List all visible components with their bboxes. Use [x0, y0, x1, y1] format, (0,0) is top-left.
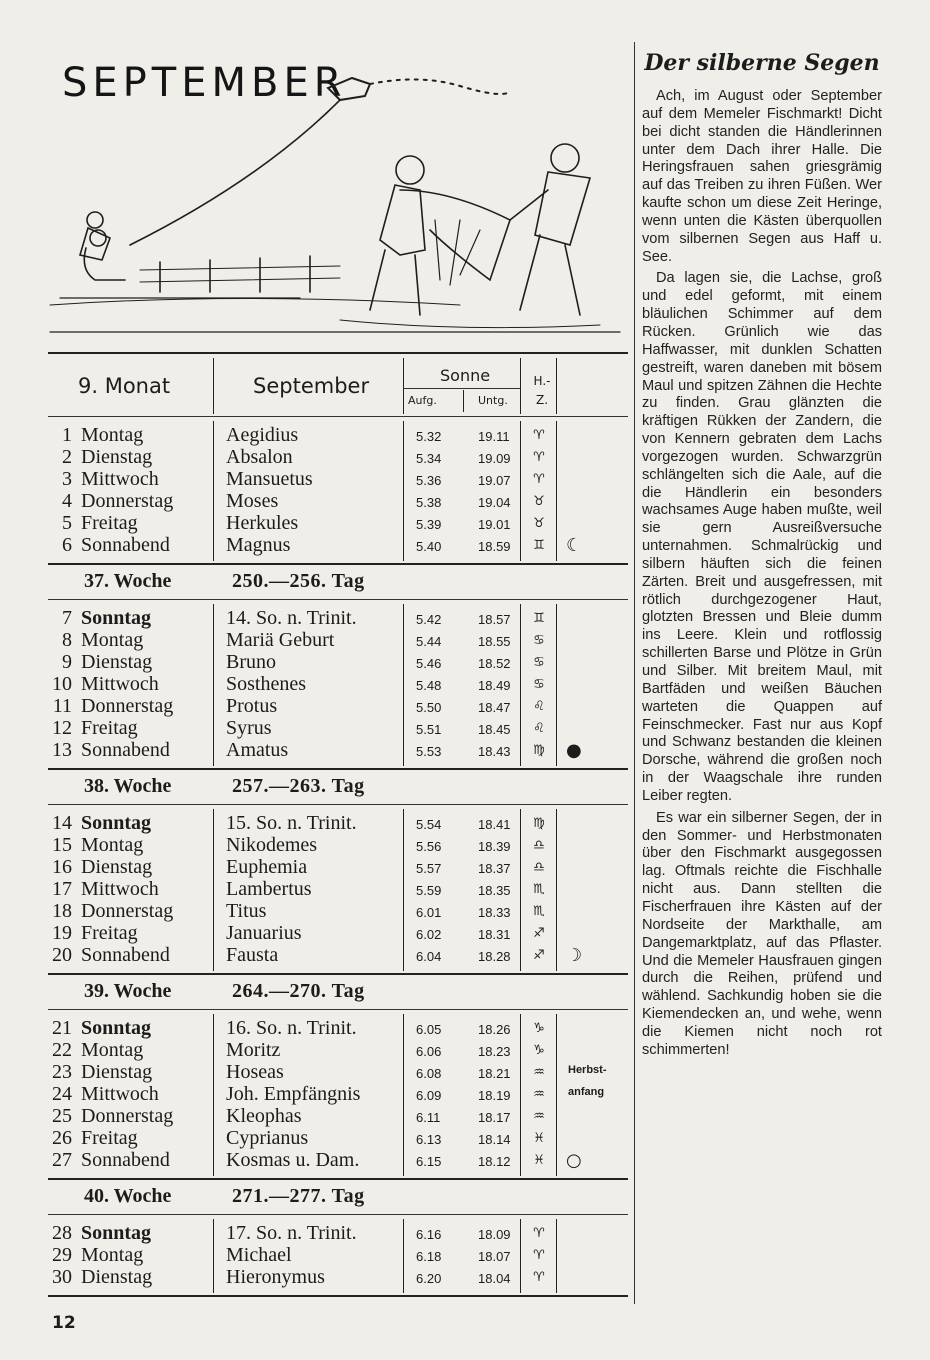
column-rule	[213, 604, 214, 766]
zodiac-sign-icon: ♍	[533, 743, 545, 758]
sunset-time: 18.26	[478, 1022, 511, 1037]
sunset-time: 18.55	[478, 634, 511, 649]
week-header	[48, 1180, 628, 1214]
sunrise-time: 5.44	[416, 634, 442, 649]
sunset-time: 18.47	[478, 700, 511, 715]
zodiac-sign-icon: ♈	[533, 1226, 545, 1241]
weekday: Dienstag	[81, 1061, 153, 1083]
weekday: Donnerstag	[81, 1105, 174, 1127]
month-number-header: 9. Monat	[78, 374, 171, 398]
zodiac-sign-icon: ♈	[533, 428, 545, 443]
day-number: 15	[52, 834, 72, 856]
zodiac-sign-icon: ♐	[533, 926, 545, 941]
column-rule	[520, 604, 521, 766]
week-day-range: 264.—270. Tag	[232, 980, 365, 1002]
day-row	[48, 1245, 628, 1267]
zodiac-sign-icon: ♑	[533, 1021, 545, 1036]
saint-name: Joh. Empfängnis	[226, 1083, 361, 1105]
moon-phase-icon: ●	[566, 740, 582, 761]
zodiac-sign-icon: ♈	[533, 472, 545, 487]
saint-name: Bruno	[226, 651, 276, 673]
day-number: 23	[52, 1061, 72, 1083]
sunset-time: 19.11	[478, 429, 510, 444]
sunrise-time: 5.54	[416, 817, 442, 832]
weekday: Sonntag	[81, 1222, 152, 1244]
column-rule	[520, 1014, 521, 1176]
weekday: Freitag	[81, 717, 138, 739]
sunset-time: 18.52	[478, 656, 511, 671]
day-number: 11	[52, 695, 72, 717]
saint-name: Moritz	[226, 1039, 281, 1061]
zodiac-sign-icon: ♌	[533, 699, 545, 714]
article-paragraph: Ach, im August oder September auf dem Memeler Fischmarkt! Dicht bei dicht standen die Händlerinnen unter dem Dach ihrer Halle. Die Heringsfrauen sahen griesgrämig auf das Treiben zu ihren Füßen. Wer kaufte schon um diese Zeit Heringe, wenn unten die Kästen überquollen vom silbernen Segen aus Haff u. See.	[642, 88, 882, 265]
saint-name: Mariä Geburt	[226, 629, 335, 651]
sunrise-time: 6.09	[416, 1088, 442, 1103]
day-row	[48, 1150, 628, 1172]
column-rule	[556, 1014, 557, 1176]
sunset-time: 18.09	[478, 1227, 511, 1242]
sunrise-time: 5.32	[416, 429, 442, 444]
day-number: 24	[52, 1083, 72, 1105]
sunrise-time: 5.34	[416, 451, 442, 466]
sunrise-time: 6.11	[416, 1110, 441, 1125]
day-number: 27	[52, 1149, 72, 1171]
sunrise-time: 6.02	[416, 927, 442, 942]
weekday: Sonnabend	[81, 534, 170, 556]
day-row	[48, 447, 628, 469]
zodiac-sign-icon: ♋	[533, 677, 545, 692]
day-row	[48, 1062, 628, 1084]
weeks-container	[48, 417, 628, 1297]
column-rule	[213, 421, 214, 561]
weekday: Donnerstag	[81, 695, 174, 717]
sunset-time: 19.04	[478, 495, 511, 510]
sunrise-time: 5.46	[416, 656, 442, 671]
month-name-header: September	[253, 374, 370, 398]
day-number: 20	[52, 944, 72, 966]
day-row	[48, 1040, 628, 1062]
week-day-range: 257.—263. Tag	[232, 775, 365, 797]
week-number: 37. Woche	[84, 570, 172, 592]
day-row	[48, 1018, 628, 1040]
week-block	[48, 600, 628, 768]
article	[642, 50, 882, 1060]
weekday: Sonntag	[81, 607, 152, 629]
saint-name: Fausta	[226, 944, 279, 966]
weekday: Montag	[81, 629, 144, 651]
week-day-range: 250.—256. Tag	[232, 570, 365, 592]
day-number: 25	[52, 1105, 72, 1127]
sunrise-time: 5.57	[416, 861, 442, 876]
weekday: Sonntag	[81, 1017, 152, 1039]
saint-name: Protus	[226, 695, 278, 717]
weekday: Sonnabend	[81, 1149, 170, 1171]
zodiac-sign-icon: ♊	[533, 611, 545, 626]
header-divider	[463, 390, 464, 412]
saint-name: Kosmas u. Dam.	[226, 1149, 360, 1171]
sunset-time: 18.35	[478, 883, 511, 898]
moon-phase-icon: ☽	[566, 945, 583, 966]
saint-name: Magnus	[226, 534, 291, 556]
week-number: 38. Woche	[84, 775, 172, 797]
day-number: 1	[62, 424, 72, 446]
zodiac-sign-icon: ♓	[533, 1153, 545, 1168]
header-divider	[403, 388, 520, 389]
day-number: 9	[62, 651, 72, 673]
sunset-time: 19.01	[478, 517, 511, 532]
week-header	[48, 565, 628, 599]
week-block	[48, 1215, 628, 1295]
header-divider	[520, 358, 521, 414]
sunrise-time: 6.01	[416, 905, 442, 920]
weekday: Sonnabend	[81, 944, 170, 966]
weekday: Dienstag	[81, 1266, 153, 1288]
week-day-range: 271.—277. Tag	[232, 1185, 365, 1207]
column-rule	[403, 809, 404, 971]
block-rule	[48, 1295, 628, 1297]
saint-name: 16. So. n. Trinit.	[226, 1017, 357, 1039]
sunrise-time: 5.50	[416, 700, 442, 715]
saint-name: Michael	[226, 1244, 292, 1266]
column-rule	[213, 1014, 214, 1176]
saint-name: 14. So. n. Trinit.	[226, 607, 357, 629]
day-row	[48, 718, 628, 740]
weekday: Montag	[81, 424, 144, 446]
day-number: 8	[62, 629, 72, 651]
day-row	[48, 1128, 628, 1150]
day-number: 30	[52, 1266, 72, 1288]
sunset-time: 19.09	[478, 451, 511, 466]
day-number: 13	[52, 739, 72, 761]
day-row	[48, 835, 628, 857]
zodiac-sign-icon: ♋	[533, 633, 545, 648]
day-row	[48, 1106, 628, 1128]
column-rule	[556, 809, 557, 971]
saint-name: Amatus	[226, 739, 289, 761]
day-row	[48, 535, 628, 557]
article-title: Der silberne Segen	[644, 50, 880, 76]
sunset-header: Untg.	[478, 394, 508, 407]
column-rule	[556, 421, 557, 561]
day-row	[48, 425, 628, 447]
day-number: 26	[52, 1127, 72, 1149]
day-number: 16	[52, 856, 72, 878]
weekday: Donnerstag	[81, 900, 174, 922]
saint-name: Kleophas	[226, 1105, 302, 1127]
zodiac-header: H.- Z.	[533, 374, 551, 407]
sunset-time: 18.28	[478, 949, 511, 964]
zodiac-sign-icon: ♏	[533, 904, 545, 919]
saint-name: Absalon	[226, 446, 293, 468]
saint-name: Hoseas	[226, 1061, 284, 1083]
column-rule	[520, 1219, 521, 1293]
weekday: Mittwoch	[81, 468, 159, 490]
day-row	[48, 1223, 628, 1245]
saint-name: Lambertus	[226, 878, 312, 900]
weekday: Dienstag	[81, 856, 153, 878]
sunrise-header: Aufg.	[408, 394, 437, 407]
zodiac-sign-icon: ♐	[533, 948, 545, 963]
weekday: Mittwoch	[81, 673, 159, 695]
sunrise-time: 5.36	[416, 473, 442, 488]
sunset-time: 18.14	[478, 1132, 511, 1147]
day-row	[48, 879, 628, 901]
saint-name: Cyprianus	[226, 1127, 309, 1149]
day-row	[48, 813, 628, 835]
zodiac-sign-icon: ♒	[533, 1065, 545, 1080]
sunset-time: 18.45	[478, 722, 511, 737]
day-number: 17	[52, 878, 72, 900]
day-number: 21	[52, 1017, 72, 1039]
weekday: Dienstag	[81, 651, 153, 673]
header-divider	[556, 358, 557, 414]
saint-name: Mansuetus	[226, 468, 313, 490]
zodiac-sign-icon: ♉	[533, 516, 545, 531]
day-row	[48, 491, 628, 513]
column-rule	[403, 421, 404, 561]
weekday: Freitag	[81, 922, 138, 944]
day-row	[48, 469, 628, 491]
article-paragraph: Es war ein silberner Segen, der in den Sommer- und Herbstmonaten über den Fischmarkt ausgegossen lag. Oftmals reichte die Fischhalle nicht aus. Dann stellten die Fischerfrauen ihre Kästen auf der Nordseite der Markthalle, am Dangemarktplatz, auf das Pflaster. Und die Memeler Hausfrauen gingen durch die Reihen, prüfend und wählend. Sachkundig hoben sie die Kiemendecken an, und wehe, wenn die Kiemen nicht noch rot schimmerten!	[642, 809, 882, 1058]
day-row	[48, 630, 628, 652]
sunset-time: 18.49	[478, 678, 511, 693]
zodiac-sign-icon: ♈	[533, 450, 545, 465]
day-row	[48, 1084, 628, 1106]
day-row	[48, 652, 628, 674]
day-number: 2	[62, 446, 72, 468]
day-number: 12	[52, 717, 72, 739]
sunset-time: 18.07	[478, 1249, 511, 1264]
sunrise-time: 5.56	[416, 839, 442, 854]
zodiac-sign-icon: ♑	[533, 1043, 545, 1058]
day-number: 3	[62, 468, 72, 490]
weekday: Sonntag	[81, 812, 152, 834]
weekday: Freitag	[81, 1127, 138, 1149]
sunrise-time: 6.16	[416, 1227, 442, 1242]
sunrise-time: 5.48	[416, 678, 442, 693]
table-header	[48, 354, 628, 416]
saint-name: Titus	[226, 900, 267, 922]
kite-flying-illustration	[40, 70, 630, 350]
weekday: Mittwoch	[81, 1083, 159, 1105]
column-rule	[403, 1219, 404, 1293]
day-number: 6	[62, 534, 72, 556]
day-number: 5	[62, 512, 72, 534]
day-number: 29	[52, 1244, 72, 1266]
day-row	[48, 857, 628, 879]
saint-name: Hieronymus	[226, 1266, 325, 1288]
day-number: 18	[52, 900, 72, 922]
saint-name: Sosthenes	[226, 673, 306, 695]
day-number: 4	[62, 490, 72, 512]
zodiac-sign-icon: ♋	[533, 655, 545, 670]
saint-name: Nikodemes	[226, 834, 318, 856]
sunset-time: 18.12	[478, 1154, 511, 1169]
article-paragraph: Da lagen sie, die Lachse, groß und edel geformt, mit einem bläulichen Schimmer auf dem Rücken. Grünlich wie das Haffwasser, mit dunklen Schatten gestreift, waren daneben mit bösem Maul und spitzen Zähnen die Hechte zu finden. Grau glänzten die kräftigen Rükken der Zandern, die von Kennern gebraten dem Lachs vorgezogen wurden. Schwarzgrün schlängelten sich die Aale, auf die die Händlerin ein besonders wachsames Auge haben mußte, weil sie gern Ausreißversuche unternahmen. Schmalrückig und silbern häuften sich die feinen Zärten. Breit und ausgefressen, mit rötlich durchgezogener Haut, glotzten Bressen und Bleie dumm ins Leere. Klein und rotflossig schillerten Barse und Plötze in Grün und Silber. Mit breitem Maul, mit Bartfäden und weißen Bäuchen warteten die Quappen auf Feinschmecker. Fast nur aus Kopf und Schwanz bestanden die kleinen Dorsche, während die großen noch in der Waagschale ihre runden Leiber regten.	[642, 270, 882, 804]
week-header	[48, 770, 628, 804]
day-number: 28	[52, 1222, 72, 1244]
sunset-time: 18.21	[478, 1066, 511, 1081]
zodiac-sign-icon: ♉	[533, 494, 545, 509]
day-row	[48, 901, 628, 923]
saint-name: Herkules	[226, 512, 299, 534]
sun-header: Sonne	[440, 366, 491, 385]
day-number: 10	[52, 673, 72, 695]
sunset-time: 18.59	[478, 539, 511, 554]
month-title: SEPTEMBER	[62, 60, 347, 106]
day-row	[48, 513, 628, 535]
zodiac-sign-icon: ♌	[533, 721, 545, 736]
column-divider	[634, 42, 635, 1304]
sunrise-time: 5.39	[416, 517, 442, 532]
sunset-time: 18.31	[478, 927, 511, 942]
weekday: Mittwoch	[81, 878, 159, 900]
weekday: Montag	[81, 834, 144, 856]
week-header	[48, 975, 628, 1009]
sunrise-time: 6.05	[416, 1022, 442, 1037]
weekday: Montag	[81, 1244, 144, 1266]
sunset-time: 18.04	[478, 1271, 511, 1286]
day-row	[48, 1267, 628, 1289]
moon-phase-icon: ☾	[566, 535, 583, 556]
sunrise-time: 6.15	[416, 1154, 442, 1169]
zodiac-sign-icon: ♒	[533, 1109, 545, 1124]
day-row	[48, 696, 628, 718]
header-divider	[213, 358, 214, 414]
day-number: 7	[62, 607, 72, 629]
day-number: 19	[52, 922, 72, 944]
sunrise-time: 6.04	[416, 949, 442, 964]
calendar-table	[48, 352, 628, 1297]
sunrise-time: 5.51	[416, 722, 442, 737]
week-number: 40. Woche	[84, 1185, 172, 1207]
sunset-time: 18.19	[478, 1088, 511, 1103]
sunrise-time: 6.08	[416, 1066, 442, 1081]
day-row	[48, 608, 628, 630]
column-rule	[520, 421, 521, 561]
sunset-time: 18.39	[478, 839, 511, 854]
day-number: 14	[52, 812, 72, 834]
sunset-time: 18.33	[478, 905, 511, 920]
sunrise-time: 6.20	[416, 1271, 442, 1286]
season-note: anfang	[568, 1086, 605, 1098]
zodiac-sign-icon: ♎	[533, 860, 545, 875]
page-number: 12	[52, 1313, 76, 1333]
sunrise-time: 5.53	[416, 744, 442, 759]
saint-name: Moses	[226, 490, 279, 512]
saint-name: Euphemia	[226, 856, 308, 878]
sunset-time: 19.07	[478, 473, 511, 488]
zodiac-sign-icon: ♏	[533, 882, 545, 897]
weekday: Donnerstag	[81, 490, 174, 512]
sunrise-time: 6.06	[416, 1044, 442, 1059]
season-note: Herbst-	[568, 1064, 607, 1076]
zodiac-sign-icon: ♍	[533, 816, 545, 831]
column-rule	[213, 809, 214, 971]
zodiac-sign-icon: ♊	[533, 538, 545, 553]
sunrise-time: 5.42	[416, 612, 442, 627]
day-row	[48, 945, 628, 967]
column-rule	[213, 1219, 214, 1293]
zodiac-sign-icon: ♎	[533, 838, 545, 853]
day-row	[48, 674, 628, 696]
day-number: 22	[52, 1039, 72, 1061]
sunrise-time: 5.59	[416, 883, 442, 898]
saint-name: 17. So. n. Trinit.	[226, 1222, 357, 1244]
sunrise-time: 5.40	[416, 539, 442, 554]
sunset-time: 18.37	[478, 861, 511, 876]
weekday: Dienstag	[81, 446, 153, 468]
sunrise-time: 5.38	[416, 495, 442, 510]
sunset-time: 18.57	[478, 612, 511, 627]
zodiac-sign-icon: ♒	[533, 1087, 545, 1102]
column-rule	[520, 809, 521, 971]
sunset-time: 18.43	[478, 744, 511, 759]
sunset-time: 18.41	[478, 817, 511, 832]
week-block	[48, 1010, 628, 1178]
week-block	[48, 805, 628, 973]
weekday: Sonnabend	[81, 739, 170, 761]
sunrise-time: 6.13	[416, 1132, 442, 1147]
week-number: 39. Woche	[84, 980, 172, 1002]
sunrise-time: 6.18	[416, 1249, 442, 1264]
saint-name: Syrus	[226, 717, 272, 739]
week-block	[48, 417, 628, 563]
sunset-time: 18.23	[478, 1044, 511, 1059]
column-rule	[556, 1219, 557, 1293]
weekday: Montag	[81, 1039, 144, 1061]
saint-name: 15. So. n. Trinit.	[226, 812, 357, 834]
saint-name: Januarius	[226, 922, 302, 944]
saint-name: Aegidius	[226, 424, 299, 446]
day-row	[48, 923, 628, 945]
header-divider	[403, 358, 404, 414]
moon-phase-icon: ○	[566, 1150, 582, 1171]
day-row	[48, 740, 628, 762]
zodiac-sign-icon: ♈	[533, 1248, 545, 1263]
column-rule	[556, 604, 557, 766]
zodiac-sign-icon: ♓	[533, 1131, 545, 1146]
zodiac-sign-icon: ♈	[533, 1270, 545, 1285]
sunset-time: 18.17	[478, 1110, 511, 1125]
column-rule	[403, 1014, 404, 1176]
weekday: Freitag	[81, 512, 138, 534]
column-rule	[403, 604, 404, 766]
